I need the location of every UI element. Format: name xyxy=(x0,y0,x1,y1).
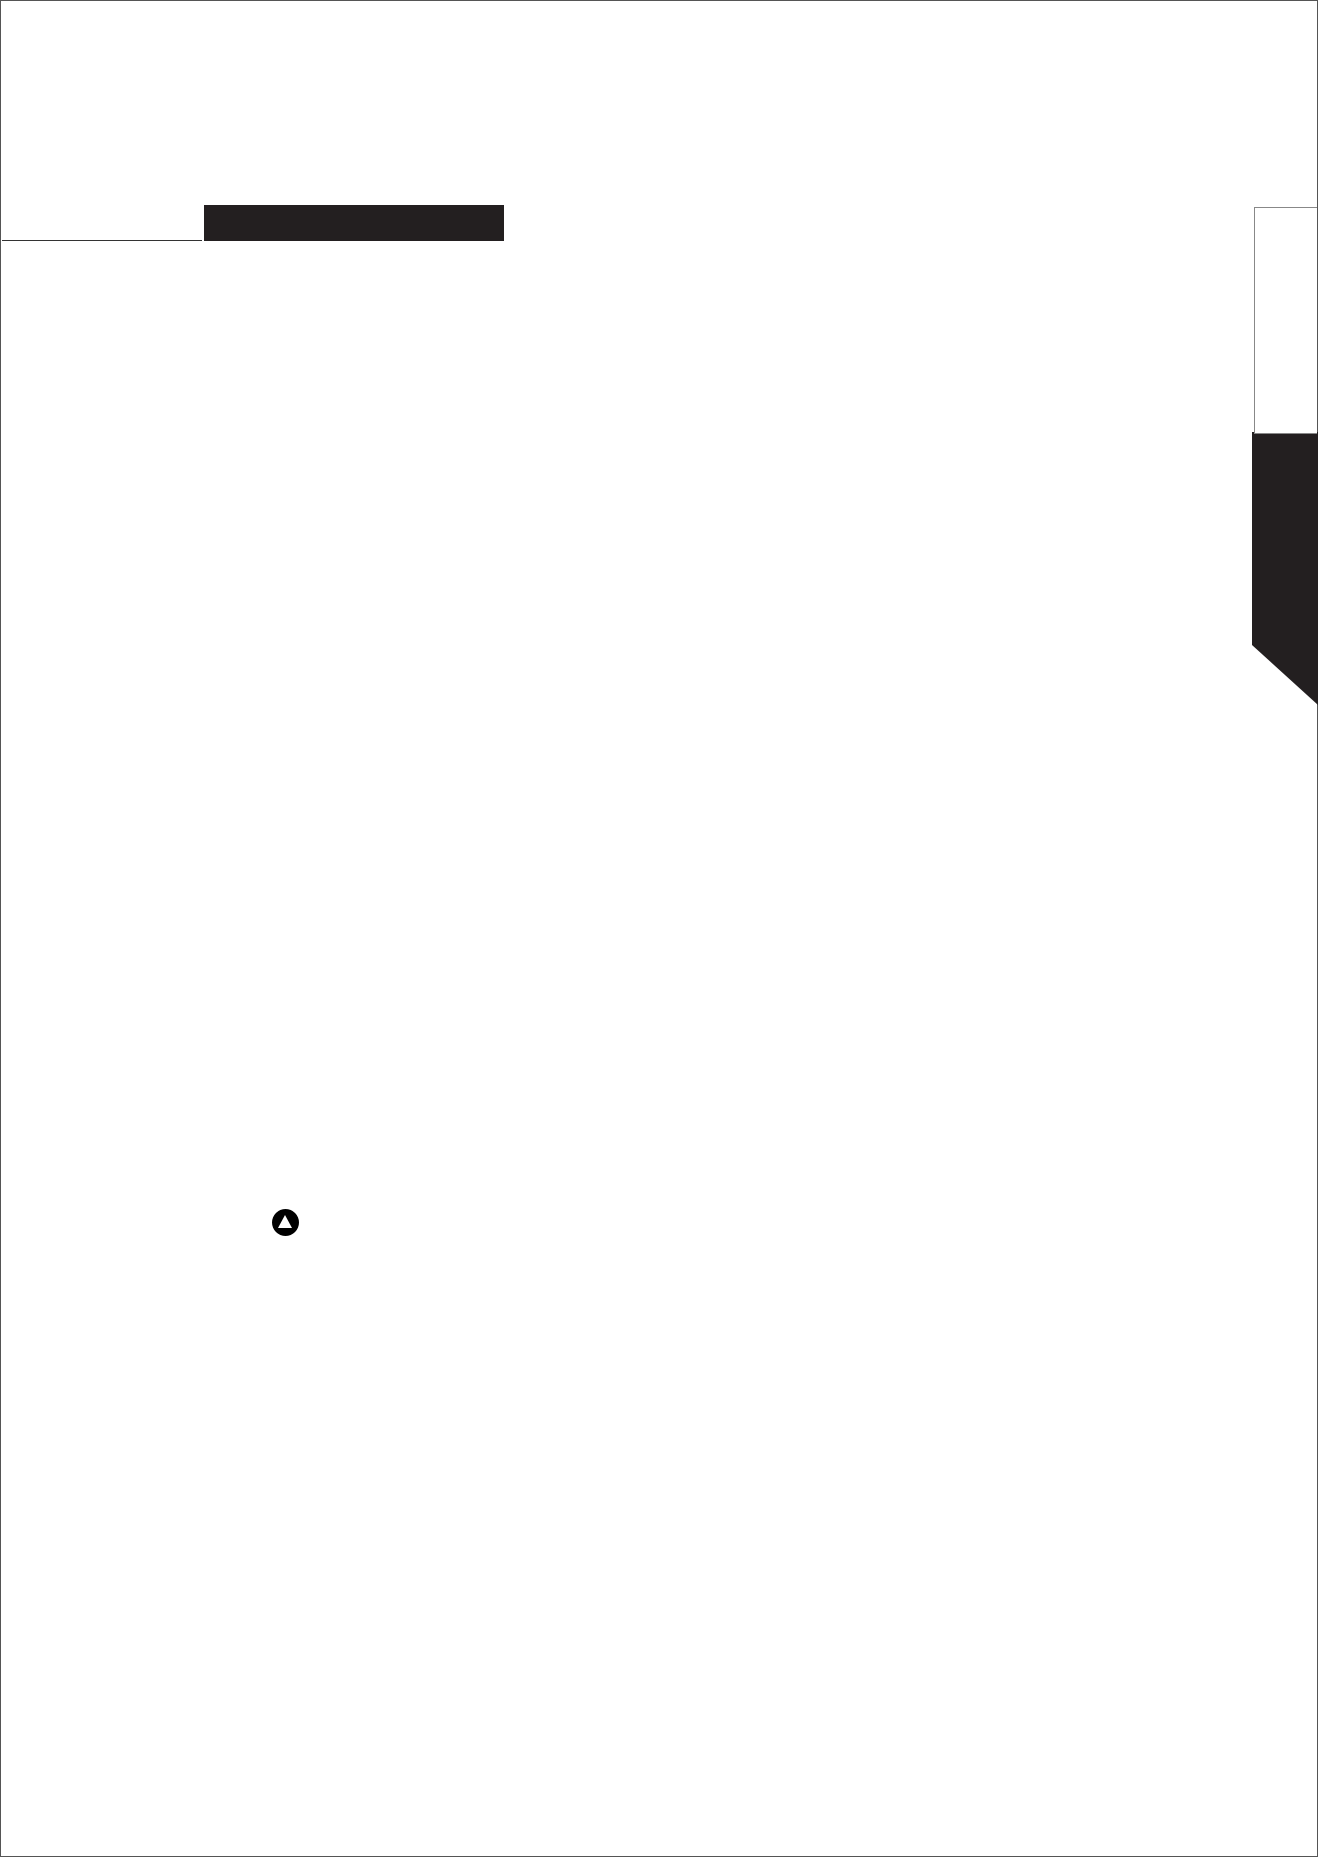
paragraph-3 xyxy=(203,1197,1115,1250)
marked-black-stone-icon xyxy=(272,1209,299,1236)
answer-text xyxy=(203,1197,1115,1250)
